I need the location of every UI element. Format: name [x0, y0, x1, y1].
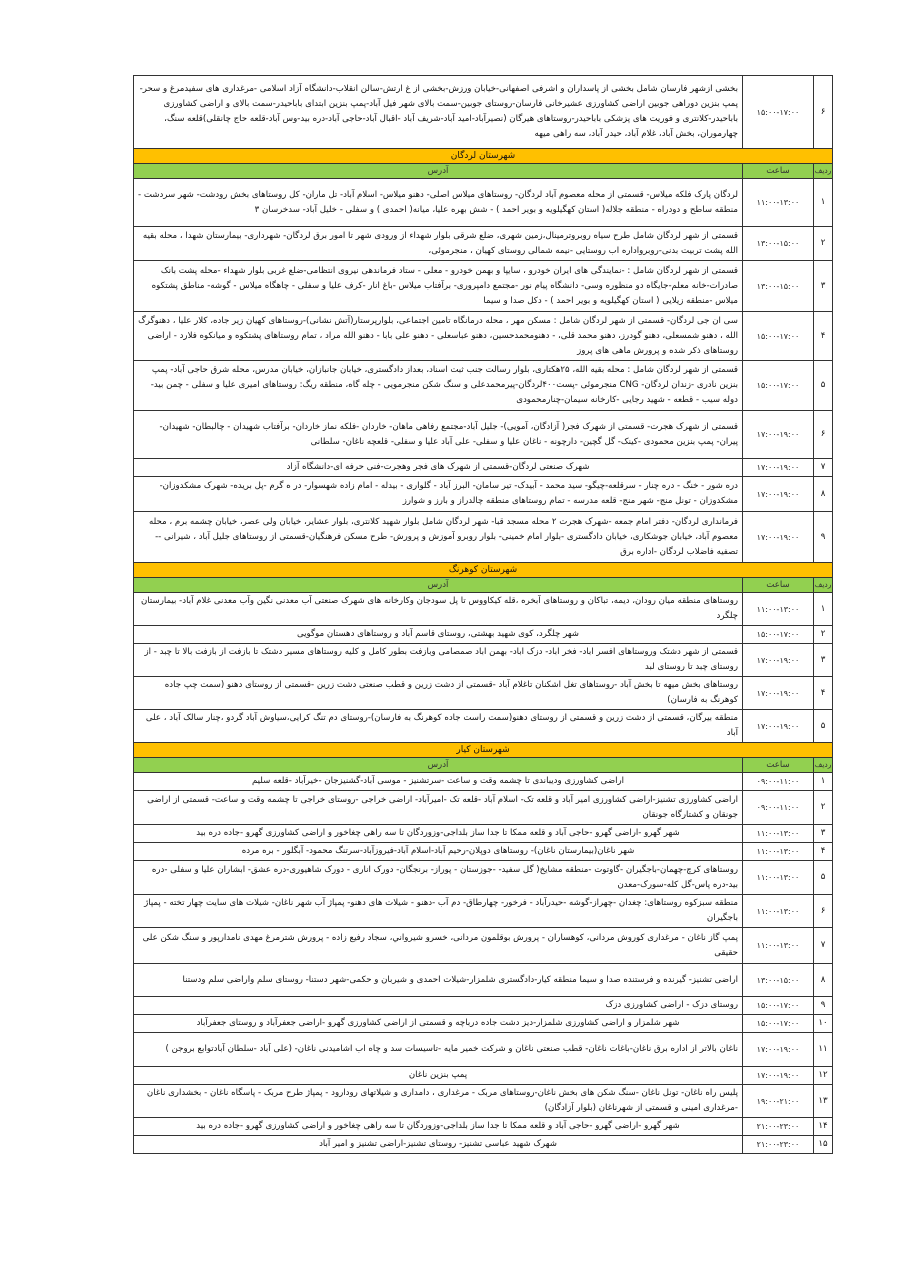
- row-address: قسمتی از شهرک هجرت- قسمتی از شهرک فجر( آزادگان، آمویی)- جلیل آباد-مجتمع رفاهی ماهان- خاردان -فلکه نماز خاردان- برآفتاب شهیدان - چالبطان- شهیدان- پیران- پمپ بنزین محمودی -کینک- گل گچین- دارچونه - ناغان علیا و سفلی- علی آباد علیا و سفلی- قلعچه ناغان- سلطانی: [134, 411, 743, 459]
- row-index: ۵: [814, 361, 833, 411]
- row-address: سی ان جی لردگان- قسمتی از شهر لردگان شامل : مسکن مهر ، محله درمانگاه تامین اجتماعی، بلوارپرستار(آتش نشانی)-روستاهای کهیان زیر جاده، کلار علیا ، دهنوگرگ الله ، دهنو شمسعلی، دهنو گودرز، دهنو محمد قلی، - دهنومحمدحسین، دهنو عباسعلی - دهنو علی بابا - دهنو الله مراد ، تمام روستاهای پشتکوه و میانکوه فلارد - اراضی روستاهای ذکر شده و پرورش ماهی های پروز: [134, 312, 743, 361]
- row-address: روستاهای بخش میهه تا بخش آباد -روستاهای تغل اشکنان تاغلام آباد -قسمتی از دشت زرین و قطب صنعتی دشت زرین -قسمتی از روستای دهنو (سمت چپ جاده کوهرنگ به فارسان): [134, 677, 743, 710]
- row-address: منطقه بیرگان، قسمتی از دشت زرین و قسمتی از روستای دهنو(سمت راست جاده کوهرنگ به فارسان)-روستای دم تنگ کرایی،سیاوش آباد گردو ،چنار سالک آباد ، علی آباد: [134, 710, 743, 743]
- row-time: ۱۱:۰۰-۱۳:۰۰: [743, 895, 814, 928]
- row-address: شهرک شهید عباسی تشنیز- روستای تشنیز-اراضی تشنیز و امیر آباد: [134, 1136, 743, 1154]
- row-index: ۳: [814, 644, 833, 677]
- row-time: ۱۱:۰۰-۱۳:۰۰: [743, 928, 814, 964]
- table-row: [134, 1136, 833, 1154]
- row-index: ۲: [814, 227, 833, 261]
- row-index: ۱: [814, 593, 833, 626]
- row-address: اراضی تشنیز- گیرنده و فرستنده صدا و سیما منطقه کیار-دادگستری شلمزار-شیلات احمدی و شیربان و حکمی-شهر دستنا- روستای سلم واراضی سلم ودستنا: [134, 964, 743, 997]
- row-index: ۱۲: [814, 1067, 833, 1085]
- row-index: ۱۳: [814, 1085, 833, 1118]
- row-index: ۸: [814, 477, 833, 512]
- row-time: ۱۷:۰۰-۱۹:۰۰: [743, 677, 814, 710]
- section-header: [134, 149, 833, 164]
- outage-schedule-document: [133, 75, 833, 1154]
- table-row: [134, 76, 833, 149]
- row-index: ۱۴: [814, 1118, 833, 1136]
- row-index: ۱: [814, 773, 833, 791]
- table-row: [134, 861, 833, 895]
- row-index: ۱۱: [814, 1033, 833, 1067]
- row-time: ۲۱:۰۰-۲۳:۰۰: [743, 1118, 814, 1136]
- row-time: ۱۷:۰۰-۱۹:۰۰: [743, 1033, 814, 1067]
- table-row: [134, 261, 833, 312]
- row-time: ۱۵:۰۰-۱۷:۰۰: [743, 997, 814, 1015]
- column-header-row: [134, 164, 833, 179]
- column-header-address: آدرس: [134, 164, 743, 179]
- row-index: ۳: [814, 261, 833, 312]
- row-address: پمپ گاز ناغان - مرغداری کوروش مردانی، کوهساران - پرورش بوقلمون مردانی، خسرو شیرواني، سجاد رفیع زاده - پرورش شترمرغ مهدی نامدارپور و سنگ شکن علی حقیقی: [134, 928, 743, 964]
- table-row: [134, 593, 833, 626]
- row-index: ۲: [814, 791, 833, 825]
- row-address: اراضی کشاورزی ودیباندی تا چشمه وقت و ساعت -سرتشنیز - موسی آباد-گشنیزجان -خیرآباد -قلعه سلیم: [134, 773, 743, 791]
- table-row: [134, 312, 833, 361]
- row-address: قسمتی از شهر لردگان شامل : محله بقیه الله، ۲۵هکتاری، بلوار رسالت جنب ثبت اسناد، بعداز دادگستری، خیابان جانبازان، خیابان مدرس، محله شرق حاجی آباد- پمپ بنزین نادری -زندان لردگان- CNG منجرموئی -پست۴۰۰لردگان-پیرمحمدعلی و سنگ شکن منجرمویی - چله گاه، منطقه ریگ: روستاهای امیری علیا و سفلی - چمن بید- دوله سیب - قطعه - شهید رجایی -کارخانه سیمان-چنارمحمودی: [134, 361, 743, 411]
- outage-schedule-table: [133, 75, 833, 1154]
- row-address: بخشی ازشهر فارسان شامل بخشی از پاسداران و اشرفی اصفهانی-خیابان ورزش-بخشی از غ ارتش-سالن انقلاب-دانشگاه آزاد اسلامی -مرغداری های سفیدمرغ و سحر-پمپ بنزین دوراهی جوبین اراضی کشاورزی عشیرخانی فارسان-روستای جوبین-سمت بالای شهر فیل آباد-پمپ بنزین ابتدای باباحیدر-سمت بالای و اراضی کشاورزی باباحیدر-کلانتری و فوریت های پزشکی باباحیدر-روستاهای هیرگان (نصیرآباد-امید آباد-شریف آباد -اقبال آباد-حاجی آباد-دره بید-وس آباد-قلعه حاج چانقلی)قلعه سنگ، چهارموران، بخش آباد، غلام آباد، حیدر آباد، سه راهی میهه: [134, 76, 743, 149]
- row-address: ناغان بالاتر از اداره برق ناغان-باغات ناغان- قطب صنعتی ناغان و شرکت خمیر مایه -تاسیسات سد و چاه اب اشامیدنی ناغان- (علی آباد -سلطان آبادتوابع بروجن ): [134, 1033, 743, 1067]
- row-index: ۱۰: [814, 1015, 833, 1033]
- row-index: ۴: [814, 843, 833, 861]
- table-row: [134, 677, 833, 710]
- table-row: [134, 997, 833, 1015]
- table-row: [134, 773, 833, 791]
- row-address: شهر گهرو -اراضی گهرو -حاجی آباد و قلعه ممکا تا جدا ساز بلداجی-وزوردگان تا سه راهی چغاخور و اراضی کشاورزی گهرو -جاده دره بید: [134, 1118, 743, 1136]
- row-index: ۸: [814, 964, 833, 997]
- table-row: [134, 710, 833, 743]
- column-header-index: ردیف: [814, 164, 833, 179]
- table-row: [134, 928, 833, 964]
- row-time: ۰۹:۰۰-۱۱:۰۰: [743, 791, 814, 825]
- section-header: [134, 563, 833, 578]
- row-address: فرمانداری لردگان- دفتر امام جمعه -شهرک هجرت ۲ محله مسجد قبا- شهر لردگان شامل بلوار شهید کلانتری، بلوار عشایر، خیابان ولی عصر، خیابان چشمه برم ، محله معصوم آباد، خیابان جوشکاری، خیابان دادگستری -بلوار امام خمینی- بلوار روبرو آموزش و پرورش- طرح مسکن فرهنگیان-قسمتی از روستاهای جلیل آباد ، شیرانی -- تصفیه فاضلاب لردگان -اداره برق: [134, 512, 743, 563]
- table-row: [134, 1033, 833, 1067]
- row-time: ۱۹:۰۰-۲۱:۰۰: [743, 1085, 814, 1118]
- column-header-time: ساعت: [743, 758, 814, 773]
- row-index: ۴: [814, 677, 833, 710]
- row-index: ۱۵: [814, 1136, 833, 1154]
- row-time: ۱۵:۰۰-۱۷:۰۰: [743, 1015, 814, 1033]
- row-index: ۲: [814, 626, 833, 644]
- row-address: شهرک صنعتی لردگان-قسمتی از شهرک های فجر وهجرت-فنی حرفه ای-دانشگاه آزاد: [134, 459, 743, 477]
- row-index: ۹: [814, 997, 833, 1015]
- row-time: ۱۳:۰۰-۱۵:۰۰: [743, 227, 814, 261]
- table-row: [134, 477, 833, 512]
- column-header-row: [134, 758, 833, 773]
- row-time: ۱۷:۰۰-۱۹:۰۰: [743, 477, 814, 512]
- section-title: شهرستان کیار: [134, 743, 833, 758]
- row-index: ۵: [814, 710, 833, 743]
- table-row: [134, 227, 833, 261]
- row-time: ۱۷:۰۰-۱۹:۰۰: [743, 644, 814, 677]
- row-address: اراضی کشاورزی تشنیز-اراضی کشاورزی امیر آباد و قلعه تک- اسلام آباد -قلعه تک -امیرآباد- اراضی خراجی -روستای خراجی تا چشمه وقت و ساعت- قسمتی از اراضی جونقان و کشتارگاه جونقان: [134, 791, 743, 825]
- column-header-index: ردیف: [814, 758, 833, 773]
- row-index: ۳: [814, 825, 833, 843]
- table-row: [134, 1085, 833, 1118]
- row-time: ۱۵:۰۰-۱۷:۰۰: [743, 626, 814, 644]
- table-row: [134, 825, 833, 843]
- table-row: [134, 1015, 833, 1033]
- row-index: ۷: [814, 928, 833, 964]
- row-time: ۱۳:۰۰-۱۵:۰۰: [743, 964, 814, 997]
- column-header-time: ساعت: [743, 164, 814, 179]
- row-address: شهر شلمزار و اراضی کشاورزی شلمزار-دیز دشت جاده درباچه و قسمتی از اراضی کشاورزی گهرو -اراضی جعفرآباد و روستای جعفرآباد: [134, 1015, 743, 1033]
- row-time: ۱۳:۰۰-۱۵:۰۰: [743, 261, 814, 312]
- row-address: قسمتی از شهر دشتک وروستاهای افسر اباد- فخر اباد- دزک اباد- بهمن اباد صمصامی وبازفت بطور کامل و کلیه روستاهای مسیر دشتک تا بازفت از بازفت بالا تا چبد - از روستای چبد تا روستای لبد: [134, 644, 743, 677]
- row-address: قسمتی از شهر لردگان شامل طرح سیاه روبروترمینال،زمین شهری، ضلع شرقی بلوار شهداء از ورودی شهر تا امور برق لردگان- شهرداری- بیمارستان شهدا ، محله بقیه الله پشت تربیت بدنی-روبرواداره اب روستایی -نیمه شمالی روستای کهیان ، منجرموئی،: [134, 227, 743, 261]
- column-header-address: آدرس: [134, 758, 743, 773]
- table-row: [134, 644, 833, 677]
- row-address: لردگان پارک فلکه میلاس- قسمتی از محله معصوم آباد لردگان- روستاهای میلاس اصلی- دهنو میلاس- اسلام آباد- تل ماران- کل روستاهای بخش رودشت- شهر سردشت - منطقه ساطح و دودراه - منطقه جلاله( استان کهگیلویه و بویر احمد ) - شش بهره علیا، میانه( احمدی ) و سفلی - خلیل آباد- سدخرسان ۳: [134, 179, 743, 227]
- row-time: ۱۷:۰۰-۱۹:۰۰: [743, 1067, 814, 1085]
- row-time: ۱۵:۰۰-۱۷:۰۰: [743, 361, 814, 411]
- row-address: پلیس راه ناغان- تونل ناغان -سنگ شکن های بخش ناغان-روستاهای مربک - مرغداری ، دامداری و شیلاتهای رودارود - پمپاژ طرح مربک - پاسگاه ناغان - بخشداری ناغان -مرغداری امینی و قسمتی از شهرناغان (بلوار آزادگان): [134, 1085, 743, 1118]
- row-address: شهر گهرو -اراضی گهرو -حاجی آباد و قلعه ممکا تا جدا ساز بلداجی-وزوردگان تا سه راهی چغاخور و اراضی کشاورزی گهرو -جاده دره بید: [134, 825, 743, 843]
- row-time: ۱۷:۰۰-۱۹:۰۰: [743, 710, 814, 743]
- row-time: ۰۹:۰۰-۱۱:۰۰: [743, 773, 814, 791]
- row-index: ۱: [814, 179, 833, 227]
- row-index: ۴: [814, 312, 833, 361]
- row-time: ۲۱:۰۰-۲۳:۰۰: [743, 1136, 814, 1154]
- row-address: شهر ناغان(بیمارستان ناغان)- روستاهای دوپلان-رحیم آباد-اسلام آباد-فیروزآباد-سرتنگ محمود- آبگلور - بره مرده: [134, 843, 743, 861]
- table-row: [134, 411, 833, 459]
- table-row: [134, 626, 833, 644]
- row-time: ۱۵:۰۰-۱۷:۰۰: [743, 312, 814, 361]
- row-time: ۱۷:۰۰-۱۹:۰۰: [743, 512, 814, 563]
- row-time: ۱۱:۰۰-۱۳:۰۰: [743, 179, 814, 227]
- row-index: ۵: [814, 861, 833, 895]
- row-time: ۱۱:۰۰-۱۳:۰۰: [743, 843, 814, 861]
- table-row: [134, 459, 833, 477]
- row-index: ۶: [814, 411, 833, 459]
- row-address: روستاهای منطقه میان رودان، دیمه، تباکان و روستاهای آبخره ،قله کیکاووس تا پل سودجان وکارخانه های شهرک صنعتی آب معدنی نگین وآب معدنی غلام آباد- بیمارستان چلگرد: [134, 593, 743, 626]
- table-row: [134, 895, 833, 928]
- row-time: ۱۱:۰۰-۱۳:۰۰: [743, 593, 814, 626]
- row-address: روستاهای کرچ-چهمان-باجگیران -گاوتوت -منطقه مشایخ( گل سفید- -جوزستان - پوراز- برنجگان- دورک اناری - دورک شاهیوری-دره عشق- ابشاران علیا و سفلی -دره بید-دره پاس-گل کله-سورک-معدن: [134, 861, 743, 895]
- row-address: شهر چلگرد، کوی شهید بهشتی، روستای قاسم آباد و روستاهای دهستان موگویی: [134, 626, 743, 644]
- row-time: ۱۱:۰۰-۱۳:۰۰: [743, 861, 814, 895]
- row-time: ۱۱:۰۰-۱۳:۰۰: [743, 825, 814, 843]
- table-row: [134, 179, 833, 227]
- row-index: ۶: [814, 895, 833, 928]
- row-address: منطقه سبزکوه روستاهای: چغدان -چهراز-گوشه -حیدرآباد - فرخور- چهارطاق- دم آب -دهنو - شیلات های دهنو- پمپاژ آب شهر ناغان- شیلات های سایت چهار تخته - پمپاژ باجگیران: [134, 895, 743, 928]
- row-address: روستای دزک - اراضی کشاورزی دزک: [134, 997, 743, 1015]
- table-row: [134, 1067, 833, 1085]
- column-header-index: ردیف: [814, 578, 833, 593]
- table-row: [134, 361, 833, 411]
- row-time: ۱۷:۰۰-۱۹:۰۰: [743, 411, 814, 459]
- row-index: ۶: [814, 76, 833, 149]
- row-time: ۱۵:۰۰-۱۷:۰۰: [743, 76, 814, 149]
- row-time: ۱۷:۰۰-۱۹:۰۰: [743, 459, 814, 477]
- column-header-address: آدرس: [134, 578, 743, 593]
- column-header-row: [134, 578, 833, 593]
- row-address: قسمتی از شهر لردگان شامل : -نمایندگی های ایران خودرو ، سایپا و بهمن خودرو - معلی - ستاد فرماندهی نیروی انتظامی-ضلع غربی بلوار شهداء -محله پشت بانک صادرات-خانه معلم-جایگاه دو منظوره وسی- دانشگاه پیام نور -مجتمع دامپروری- برآفتاب میلاس -باغ انار -کرف علیا و سفلی - چاهگاه میلاس - گوشه- مناطق پشتکوه میلاس -منطقه زیلایی ( استان کهگیلویه و بویر احمد ) - دکل صدا و سیما: [134, 261, 743, 312]
- table-row: [134, 964, 833, 997]
- column-header-time: ساعت: [743, 578, 814, 593]
- table-row: [134, 843, 833, 861]
- section-title: شهرستان کوهرنگ: [134, 563, 833, 578]
- table-row: [134, 1118, 833, 1136]
- section-title: شهرستان لردگان: [134, 149, 833, 164]
- table-row: [134, 791, 833, 825]
- row-index: ۹: [814, 512, 833, 563]
- row-address: دره شور - خنگ - دره چنار - سرقلعه-چیگو- سید محمد - آبیدک- تیر سامان- البرز آباد - گلواری - بیدله - امام زاده شهسوار- در ه گرم -پل بریده- شهرک مشکدوزان- مشکدوزان - تونل منج- شهر منج- قلعه مدرسه - تمام روستاهای منطقه چالدراز و بارز و شوارز: [134, 477, 743, 512]
- row-index: ۷: [814, 459, 833, 477]
- row-address: پمپ بنزین ناغان: [134, 1067, 743, 1085]
- section-header: [134, 743, 833, 758]
- table-row: [134, 512, 833, 563]
